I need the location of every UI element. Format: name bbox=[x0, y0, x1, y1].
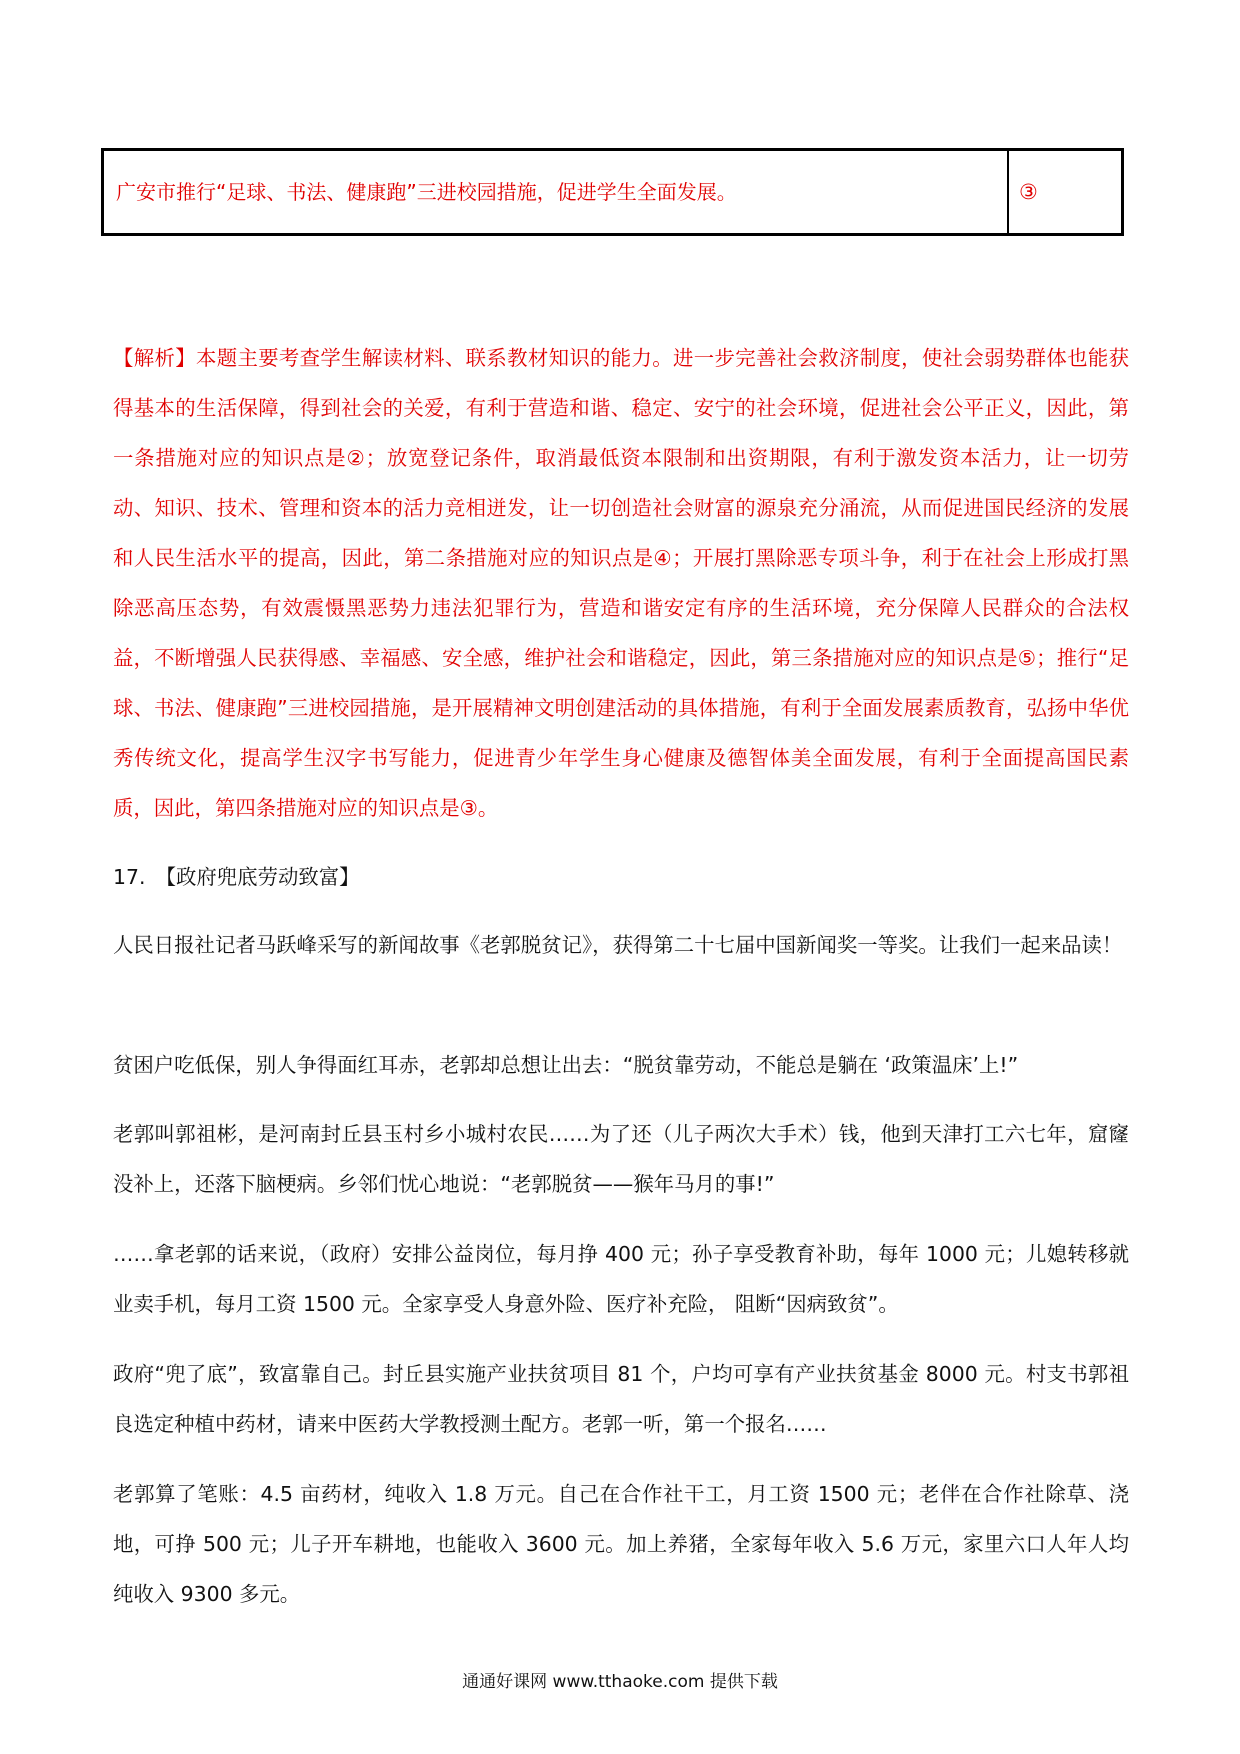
answer-table bbox=[101, 148, 1124, 236]
question-paragraph-5: 政府“兜了底”，致富靠自己。封丘县实施产业扶贫项目 81 个，户均可享有产业扶贫基金 8000 元。村支书郭祖良选定种植中药材，请来中医药大学教授测土配方。老郭一听，第一个报名…… bbox=[113, 1362, 1129, 1436]
analysis-paragraph: 【解析】本题主要考查学生解读材料、联系教材知识的能力。进一步完善社会救济制度，使社会弱势群体也能获得基本的生活保障，得到社会的关爱，有利于营造和谐、稳定、安宁的社会环境，促进社会公平正义，因此，第一条措施对应的知识点是②；放宽登记条件，取消最低资本限制和出资期限，有利于激发资本活力，让一切劳动、知识、技术、管理和资本的活力竞相迸发，让一切创造社会财富的源泉充分涌流，从而促进国民经济的发展和人民生活水平的提高，因此，第二条措施对应的知识点是④；开展打黑除恶专项斗争，利于在社会上形成打黑除恶高压态势，有效震慑黑恶势力违法犯罪行为，营造和谐安定有序的生活环境，充分保障人民群众的合法权益，不断增强人民获得感、幸福感、安全感，维护社会和谐稳定，因此，第三条措施对应的知识点是⑤；推行“足球、书法、健康跑”三进校园措施，是开展精神文明创建活动的具体措施，有利于全面发展素质教育，弘扬中华优秀传统文化，提高学生汉字书写能力，促进青少年学生身心健康及德智体美全面发展，有利于全面提高国民素质，因此，第四条措施对应的知识点是③。 bbox=[113, 346, 1129, 820]
page-footer: 通通好课网 www.tthaoke.com 提供下载 bbox=[462, 1672, 778, 1692]
question-paragraph-4: ……拿老郭的话来说，（政府）安排公益岗位，每月挣 400 元；孙子享受教育补助，每年 1000 元；儿媳转移就业卖手机，每月工资 1500 元。全家享受人身意外险、医疗补充险， 阻断“因病致贫”。 bbox=[113, 1242, 1129, 1316]
question-paragraph-3: 老郭叫郭祖彬，是河南封丘县玉村乡小城村农民……为了还（儿子两次大手术）钱，他到天津打工六七年，窟窿没补上，还落下脑梗病。乡邻们忧心地说：“老郭脱贫——猴年马月的事!” bbox=[113, 1122, 1129, 1196]
table-divider bbox=[1007, 151, 1009, 233]
question-paragraph-2: 贫困户吃低保，别人争得面红耳赤，老郭却总想让出去：“脱贫靠劳动，不能总是躺在 ‘政策温床’上!” bbox=[113, 1053, 1019, 1077]
question-title: 17. 【政府兜底劳动致富】 bbox=[113, 865, 360, 889]
table-row-number: ③ bbox=[1019, 180, 1038, 204]
table-row-text: 广安市推行“足球、书法、健康跑”三进校园措施，促进学生全面发展。 bbox=[116, 180, 737, 204]
question-paragraph-1: 人民日报社记者马跃峰采写的新闻故事《老郭脱贫记》，获得第二十七届中国新闻奖一等奖。让我们一起来品读！ bbox=[113, 933, 1123, 957]
question-paragraph-6: 老郭算了笔账：4.5 亩药材，纯收入 1.8 万元。自己在合作社干工，月工资 1500 元；老伴在合作社除草、浇地，可挣 500 元；儿子开车耕地，也能收入 3600 元。加上养猪，全家每年收入 5.6 万元，家里六口人年人均纯收入 9300 多元。 bbox=[113, 1482, 1129, 1606]
